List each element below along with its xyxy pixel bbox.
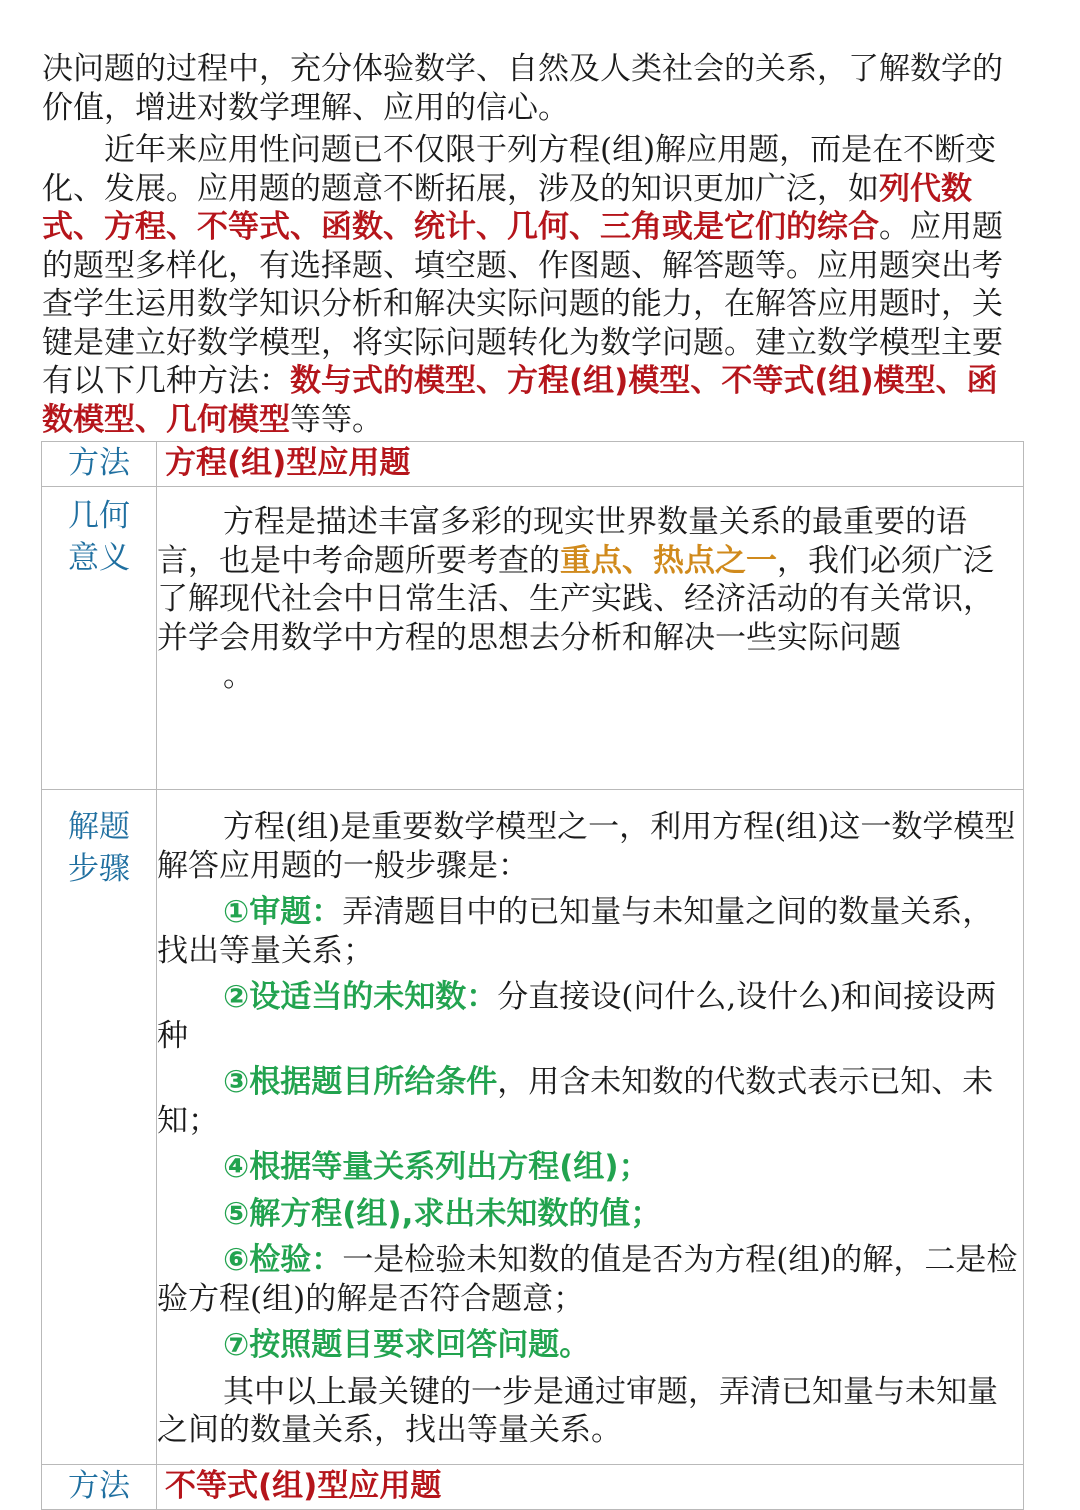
steps-content-cell [157, 790, 1024, 1465]
step-6 [157, 1241, 1023, 1318]
step-2-head: ②设适当的未知数： [223, 979, 498, 1015]
step-1-head: ①审题： [223, 894, 343, 930]
steps-label-cell [42, 790, 157, 1465]
meaning-label-line-2: 意义 [68, 540, 130, 576]
steps-label-line-2: 步骤 [68, 851, 130, 887]
meaning-highlight: 重点、热点之一 [560, 542, 777, 579]
step-3 [157, 1063, 1023, 1140]
step-7 [157, 1326, 1023, 1365]
meaning-label-cell [42, 487, 157, 790]
footer-label: 方法 [68, 1468, 130, 1504]
step-2 [157, 978, 1023, 1055]
method-table [41, 441, 1024, 1510]
step-6-body: 一是检验未知数的值是否为方程(组)的解，二是检验方程(组)的解是否符合题意； [157, 1242, 1018, 1317]
step-7-text: ⑦按照题目要求回答问题。 [223, 1327, 591, 1363]
step-1 [157, 893, 1023, 970]
footer-title-cell [157, 1465, 1024, 1510]
steps-intro: 方程(组)是重要数学模型之一，利用方程(组)这一数学模型解答应用题的一般步骤是： [157, 809, 1016, 884]
meaning-paragraph [157, 503, 1023, 696]
intro-paragraph-2 [42, 131, 1027, 439]
meaning-content-cell [157, 487, 1024, 790]
intro-text [42, 50, 1027, 443]
intro-p2-text-e: 等等。 [290, 401, 383, 438]
table-footer-row [42, 1465, 1024, 1510]
header-label: 方法 [68, 445, 130, 481]
meaning-text-c: ，我们必须广泛了解现代社会中日常生活、生产实践、经济活动的有关常识，并学会用数学中方程的思想去分析和解决一些实际问题 [157, 542, 994, 656]
step-5-text: ⑤解方程(组),求出未知数的值； [223, 1195, 662, 1232]
header-label-cell [42, 442, 157, 487]
meaning-text-a: 方程是描述丰富多彩的现实世界数量关系的最重要的语言，也是中考命题所要考查的 [157, 504, 967, 579]
step-6-head: ⑥检验： [223, 1242, 343, 1278]
intro-p2-highlight-topics: 列代数式、方程、不等式、函数、统计、几何、三角或是它们的综合 [42, 170, 972, 245]
step-3-head: ③根据题目所给条件 [223, 1064, 498, 1100]
step-4-text: ④根据等量关系列出方程(组)； [223, 1149, 650, 1185]
steps-label-line-1: 解题 [68, 809, 130, 845]
step-3-body: ，用含未知数的代数式表示已知、未知； [157, 1064, 994, 1139]
footer-title: 不等式(组)型应用题 [165, 1468, 442, 1504]
step-2-body: 分直接设(问什么,设什么)和间接设两种 [157, 979, 997, 1054]
step-4 [157, 1148, 1023, 1187]
intro-paragraph-1: 决问题的过程中，充分体验数学、自然及人类社会的关系，了解数学的价值，增进对数学理解、应用的信心。 [42, 51, 1003, 126]
table-header-row [42, 442, 1024, 487]
step-5 [157, 1195, 1023, 1234]
intro-p2-text-a: 近年来应用性问题已不仅限于列方程(组)解应用题，而是在不断变化、发展。应用题的题意不断拓展，涉及的知识更加广泛，如 [42, 132, 997, 207]
table-row-meaning [42, 487, 1024, 790]
header-title-cell [157, 442, 1024, 487]
header-title: 方程(组)型应用题 [165, 445, 411, 481]
table-row-steps [42, 790, 1024, 1465]
intro-p2-text-c: 。应用题的题型多样化，有选择题、填空题、作图题、解答题等。应用题突出考查学生运用数学知识分析和解决实际问题的能力，在解答应用题时，关键是建立好数学模型，将实际问题转化为数学问题。建立数学模型主要有以下几种方法： [42, 209, 1003, 399]
step-1-body: 弄清题目中的已知量与未知量之间的数量关系，找出等量关系； [157, 894, 994, 969]
intro-p2-highlight-models: 数与式的模型、方程(组)模型、不等式(组)模型、函数模型、几何模型 [42, 363, 998, 438]
footer-label-cell [42, 1465, 157, 1510]
meaning-label-line-1: 几何 [68, 498, 130, 534]
meaning-text-d: 。 [223, 658, 254, 694]
steps-outro: 其中以上最关键的一步是通过审题，弄清已知量与未知量之间的数量关系，找出等量关系。 [157, 1373, 998, 1448]
